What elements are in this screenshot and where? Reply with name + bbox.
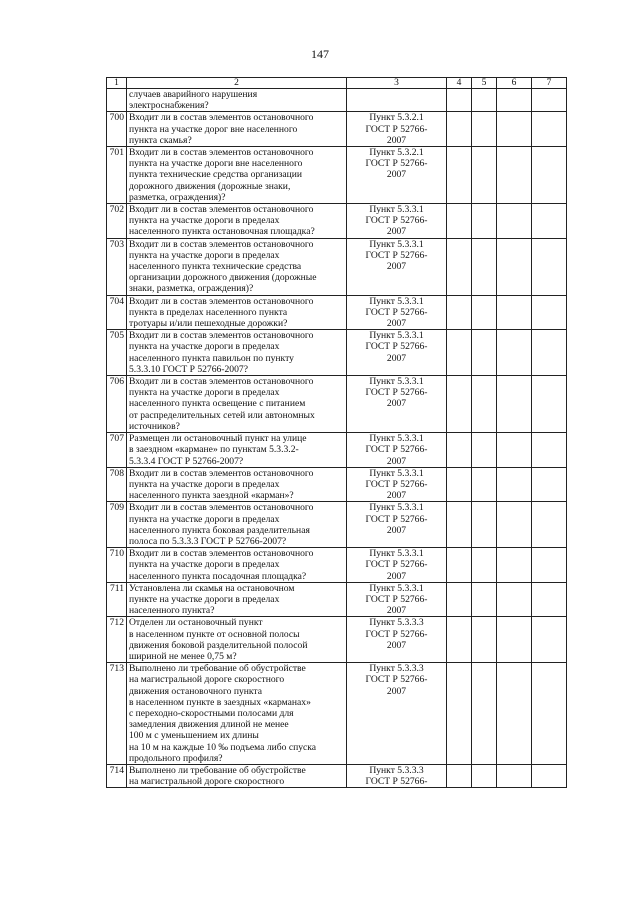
answer-cell-5	[472, 548, 497, 583]
answer-cell-7	[532, 295, 567, 330]
answer-cell-7	[532, 764, 567, 787]
answer-cell-4	[447, 433, 472, 468]
table-row	[107, 204, 567, 239]
row-number: 709	[107, 502, 127, 548]
table-row	[107, 764, 567, 787]
answer-cell-4	[447, 764, 472, 787]
reference-text: Пункт 5.3.3.1 ГОСТ Р 52766- 2007	[347, 204, 447, 239]
question-text: Входит ли в состав элементов остановочного пункта на участке дороги в пределах населенного пункта остановочная площадка?	[127, 204, 347, 239]
answer-cell-4	[447, 663, 472, 765]
answer-cell-6	[497, 376, 532, 433]
question-text: Входит ли в состав элементов остановочного пункта на участке дороги в пределах населенного пункта боковая разделительная полоса по 5.3.3.3 ГОСТ Р 52766-2007?	[127, 502, 347, 548]
answer-cell-6	[497, 467, 532, 502]
row-number: 703	[107, 238, 127, 295]
row-number: 702	[107, 204, 127, 239]
column-header: 5	[472, 78, 497, 89]
reference-text: Пункт 5.3.3.1 ГОСТ Р 52766- 2007	[347, 582, 447, 617]
answer-cell-6	[497, 112, 532, 147]
reference-text: Пункт 5.3.3.1 ГОСТ Р 52766- 2007	[347, 433, 447, 468]
reference-text: Пункт 5.3.3.1 ГОСТ Р 52766- 2007	[347, 330, 447, 376]
reference-text: Пункт 5.3.3.1 ГОСТ Р 52766- 2007	[347, 376, 447, 433]
answer-cell-6	[497, 548, 532, 583]
answer-cell-5	[472, 582, 497, 617]
page-number: 147	[311, 47, 329, 61]
row-number: 712	[107, 617, 127, 663]
reference-text: Пункт 5.3.3.1 ГОСТ Р 52766- 2007	[347, 548, 447, 583]
question-text: Входит ли в состав элементов остановочного пункта в пределах населенного пункта тротуары и/или пешеходные дорожки?	[127, 295, 347, 330]
answer-cell-5	[472, 376, 497, 433]
answer-cell-4	[447, 582, 472, 617]
answer-cell-4	[447, 376, 472, 433]
row-number: 714	[107, 764, 127, 787]
column-header: 3	[347, 78, 447, 89]
answer-cell-5	[472, 663, 497, 765]
answer-cell-5	[472, 617, 497, 663]
table-row	[107, 330, 567, 376]
answer-cell-4	[447, 295, 472, 330]
table-row	[107, 147, 567, 204]
reference-text: Пункт 5.3.3.3 ГОСТ Р 52766- 2007	[347, 663, 447, 765]
answer-cell-6	[497, 238, 532, 295]
answer-cell-6	[497, 204, 532, 239]
row-number: 713	[107, 663, 127, 765]
column-header: 2	[127, 78, 347, 89]
table-row	[107, 112, 567, 147]
answer-cell-6	[497, 663, 532, 765]
answer-cell-5	[472, 204, 497, 239]
answer-cell-4	[447, 617, 472, 663]
answer-cell-5	[472, 89, 497, 112]
answer-cell-4	[447, 147, 472, 204]
answer-cell-5	[472, 330, 497, 376]
question-text: Входит ли в состав элементов остановочного пункта на участке дорог вне населенного пункта скамья?	[127, 112, 347, 147]
table-row	[107, 89, 567, 112]
answer-cell-7	[532, 617, 567, 663]
answer-cell-6	[497, 147, 532, 204]
row-number: 711	[107, 582, 127, 617]
answer-cell-6	[497, 295, 532, 330]
answer-cell-7	[532, 548, 567, 583]
table-row	[107, 238, 567, 295]
row-number: 710	[107, 548, 127, 583]
table-row	[107, 376, 567, 433]
question-text: Выполнено ли требование об обустройстве на магистральной дороге скоростного движения остановочного пункта в населенном пункте в заездных «карманах» с переходно-скоростными полосами для замедления движения длиной не менее 100 м с уменьшением их длины на 10 м на каждые 10 ‰ подъема либо спуска продольного профиля?	[127, 663, 347, 765]
reference-text: Пункт 5.3.2.1 ГОСТ Р 52766- 2007	[347, 112, 447, 147]
row-number: 708	[107, 467, 127, 502]
question-text: Входит ли в состав элементов остановочного пункта на участке дороги в пределах населенного пункта технические средства организации дорожного движения (дорожные знаки, разметка, ограждения)?	[127, 238, 347, 295]
reference-text: Пункт 5.3.3.3 ГОСТ Р 52766-	[347, 764, 447, 787]
table-row	[107, 295, 567, 330]
question-text: Размещен ли остановочный пункт на улице в заездном «кармане» по пунктам 5.3.3.2- 5.3.3.4 ГОСТ Р 52766-2007?	[127, 433, 347, 468]
answer-cell-4	[447, 112, 472, 147]
answer-cell-6	[497, 433, 532, 468]
question-text: Входит ли в состав элементов остановочного пункта на участке дороги в пределах населенного пункта посадочная площадка?	[127, 548, 347, 583]
table-row	[107, 617, 567, 663]
table-row	[107, 548, 567, 583]
question-text: Установлена ли скамья на остановочном пункте на участке дороги в пределах населенного пункта?	[127, 582, 347, 617]
answer-cell-6	[497, 764, 532, 787]
answer-cell-6	[497, 502, 532, 548]
answer-cell-7	[532, 433, 567, 468]
row-number	[107, 89, 127, 112]
reference-text: Пункт 5.3.3.1 ГОСТ Р 52766- 2007	[347, 467, 447, 502]
answer-cell-4	[447, 89, 472, 112]
answer-cell-5	[472, 112, 497, 147]
answer-cell-7	[532, 582, 567, 617]
answer-cell-6	[497, 89, 532, 112]
table-row	[107, 582, 567, 617]
row-number: 701	[107, 147, 127, 204]
answer-cell-4	[447, 238, 472, 295]
answer-cell-7	[532, 89, 567, 112]
answer-cell-6	[497, 330, 532, 376]
answer-cell-7	[532, 467, 567, 502]
header-row	[107, 78, 567, 89]
answer-cell-5	[472, 764, 497, 787]
answer-cell-5	[472, 238, 497, 295]
row-number: 707	[107, 433, 127, 468]
column-header: 7	[532, 78, 567, 89]
answer-cell-4	[447, 502, 472, 548]
answer-cell-6	[497, 617, 532, 663]
answer-cell-7	[532, 112, 567, 147]
answer-cell-6	[497, 582, 532, 617]
question-text: случаев аварийного нарушения электроснабжения?	[127, 89, 347, 112]
answer-cell-5	[472, 502, 497, 548]
row-number: 706	[107, 376, 127, 433]
row-number: 704	[107, 295, 127, 330]
column-header: 1	[107, 78, 127, 89]
column-header: 4	[447, 78, 472, 89]
checklist-table	[106, 77, 567, 788]
table-row	[107, 502, 567, 548]
reference-text: Пункт 5.3.3.1 ГОСТ Р 52766- 2007	[347, 295, 447, 330]
answer-cell-7	[532, 330, 567, 376]
answer-cell-4	[447, 330, 472, 376]
answer-cell-5	[472, 295, 497, 330]
question-text: Входит ли в состав элементов остановочного пункта на участке дороги в пределах населенного пункта павильон по пункту 5.3.3.10 ГОСТ Р 52766-2007?	[127, 330, 347, 376]
reference-text: Пункт 5.3.3.1 ГОСТ Р 52766- 2007	[347, 238, 447, 295]
question-text: Отделен ли остановочный пункт в населенном пункте от основной полосы движения боковой разделительной полосой шириной не менее 0,75 м?	[127, 617, 347, 663]
reference-text: Пункт 5.3.2.1 ГОСТ Р 52766- 2007	[347, 147, 447, 204]
reference-text: Пункт 5.3.3.3 ГОСТ Р 52766- 2007	[347, 617, 447, 663]
question-text: Выполнено ли требование об обустройстве на магистральной дороге скоростного	[127, 764, 347, 787]
table-row	[107, 433, 567, 468]
row-number: 700	[107, 112, 127, 147]
reference-text: Пункт 5.3.3.1 ГОСТ Р 52766- 2007	[347, 502, 447, 548]
answer-cell-7	[532, 147, 567, 204]
row-number: 705	[107, 330, 127, 376]
question-text: Входит ли в состав элементов остановочного пункта на участке дороги в пределах населенного пункта заездной «карман»?	[127, 467, 347, 502]
answer-cell-4	[447, 467, 472, 502]
question-text: Входит ли в состав элементов остановочного пункта на участке дороги в пределах населенного пункта освещение с питанием от распределительных сетей или автономных источников?	[127, 376, 347, 433]
answer-cell-5	[472, 433, 497, 468]
answer-cell-7	[532, 238, 567, 295]
answer-cell-5	[472, 147, 497, 204]
answer-cell-7	[532, 204, 567, 239]
answer-cell-7	[532, 502, 567, 548]
table-row	[107, 467, 567, 502]
answer-cell-4	[447, 548, 472, 583]
column-header: 6	[497, 78, 532, 89]
question-text: Входит ли в состав элементов остановочного пункта на участке дороги вне населенного пункта технические средства организации дорожного движения (дорожные знаки, разметка, ограждения)?	[127, 147, 347, 204]
answer-cell-5	[472, 467, 497, 502]
answer-cell-4	[447, 204, 472, 239]
reference-text	[347, 89, 447, 112]
table-row	[107, 663, 567, 765]
answer-cell-7	[532, 663, 567, 765]
answer-cell-7	[532, 376, 567, 433]
